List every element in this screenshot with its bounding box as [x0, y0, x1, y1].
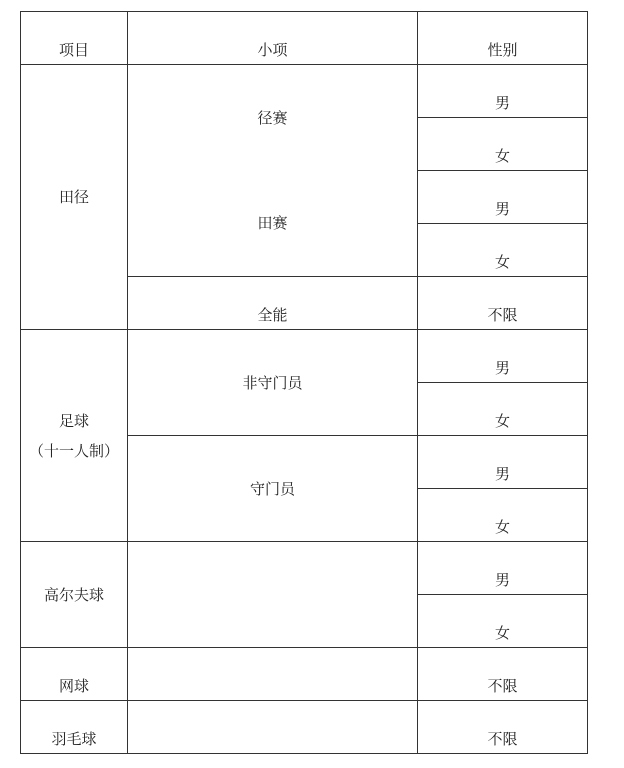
sub-combined: 全能 [128, 277, 418, 330]
gender-cell: 男 [418, 436, 588, 489]
gender-cell: 女 [418, 595, 588, 648]
item-football-line1: 足球 [58, 411, 89, 430]
header-sub: 小项 [128, 12, 418, 65]
gender-cell: 男 [418, 330, 588, 383]
gender-cell: 女 [418, 489, 588, 542]
gender-cell: 男 [418, 65, 588, 118]
table-row [21, 648, 588, 701]
header-gender: 性别 [418, 12, 588, 65]
gender-cell: 不限 [418, 648, 588, 701]
sub-track: 径赛 [257, 108, 288, 127]
header-item: 项目 [21, 12, 128, 65]
sub-track-field [128, 65, 418, 277]
gender-cell: 男 [418, 171, 588, 224]
table-row [21, 330, 588, 383]
sub-badminton-empty [128, 701, 418, 754]
events-table [20, 11, 588, 754]
table-row [21, 65, 588, 118]
item-football-line2: （十一人制） [28, 441, 119, 460]
item-golf: 高尔夫球 [21, 542, 128, 648]
sub-tennis-empty [128, 648, 418, 701]
item-football [21, 330, 128, 542]
sub-outfield: 非守门员 [128, 330, 418, 436]
item-badminton: 羽毛球 [21, 701, 128, 754]
gender-cell: 女 [418, 383, 588, 436]
gender-cell: 不限 [418, 701, 588, 754]
sub-keeper: 守门员 [128, 436, 418, 542]
item-track: 田径 [21, 65, 128, 330]
gender-cell: 女 [418, 224, 588, 277]
sub-golf-empty [128, 542, 418, 648]
table-row [21, 701, 588, 754]
gender-cell: 不限 [418, 277, 588, 330]
item-tennis: 网球 [21, 648, 128, 701]
header-row [21, 12, 588, 65]
table-row [21, 542, 588, 595]
sub-field: 田赛 [257, 213, 288, 232]
gender-cell: 男 [418, 542, 588, 595]
gender-cell: 女 [418, 118, 588, 171]
